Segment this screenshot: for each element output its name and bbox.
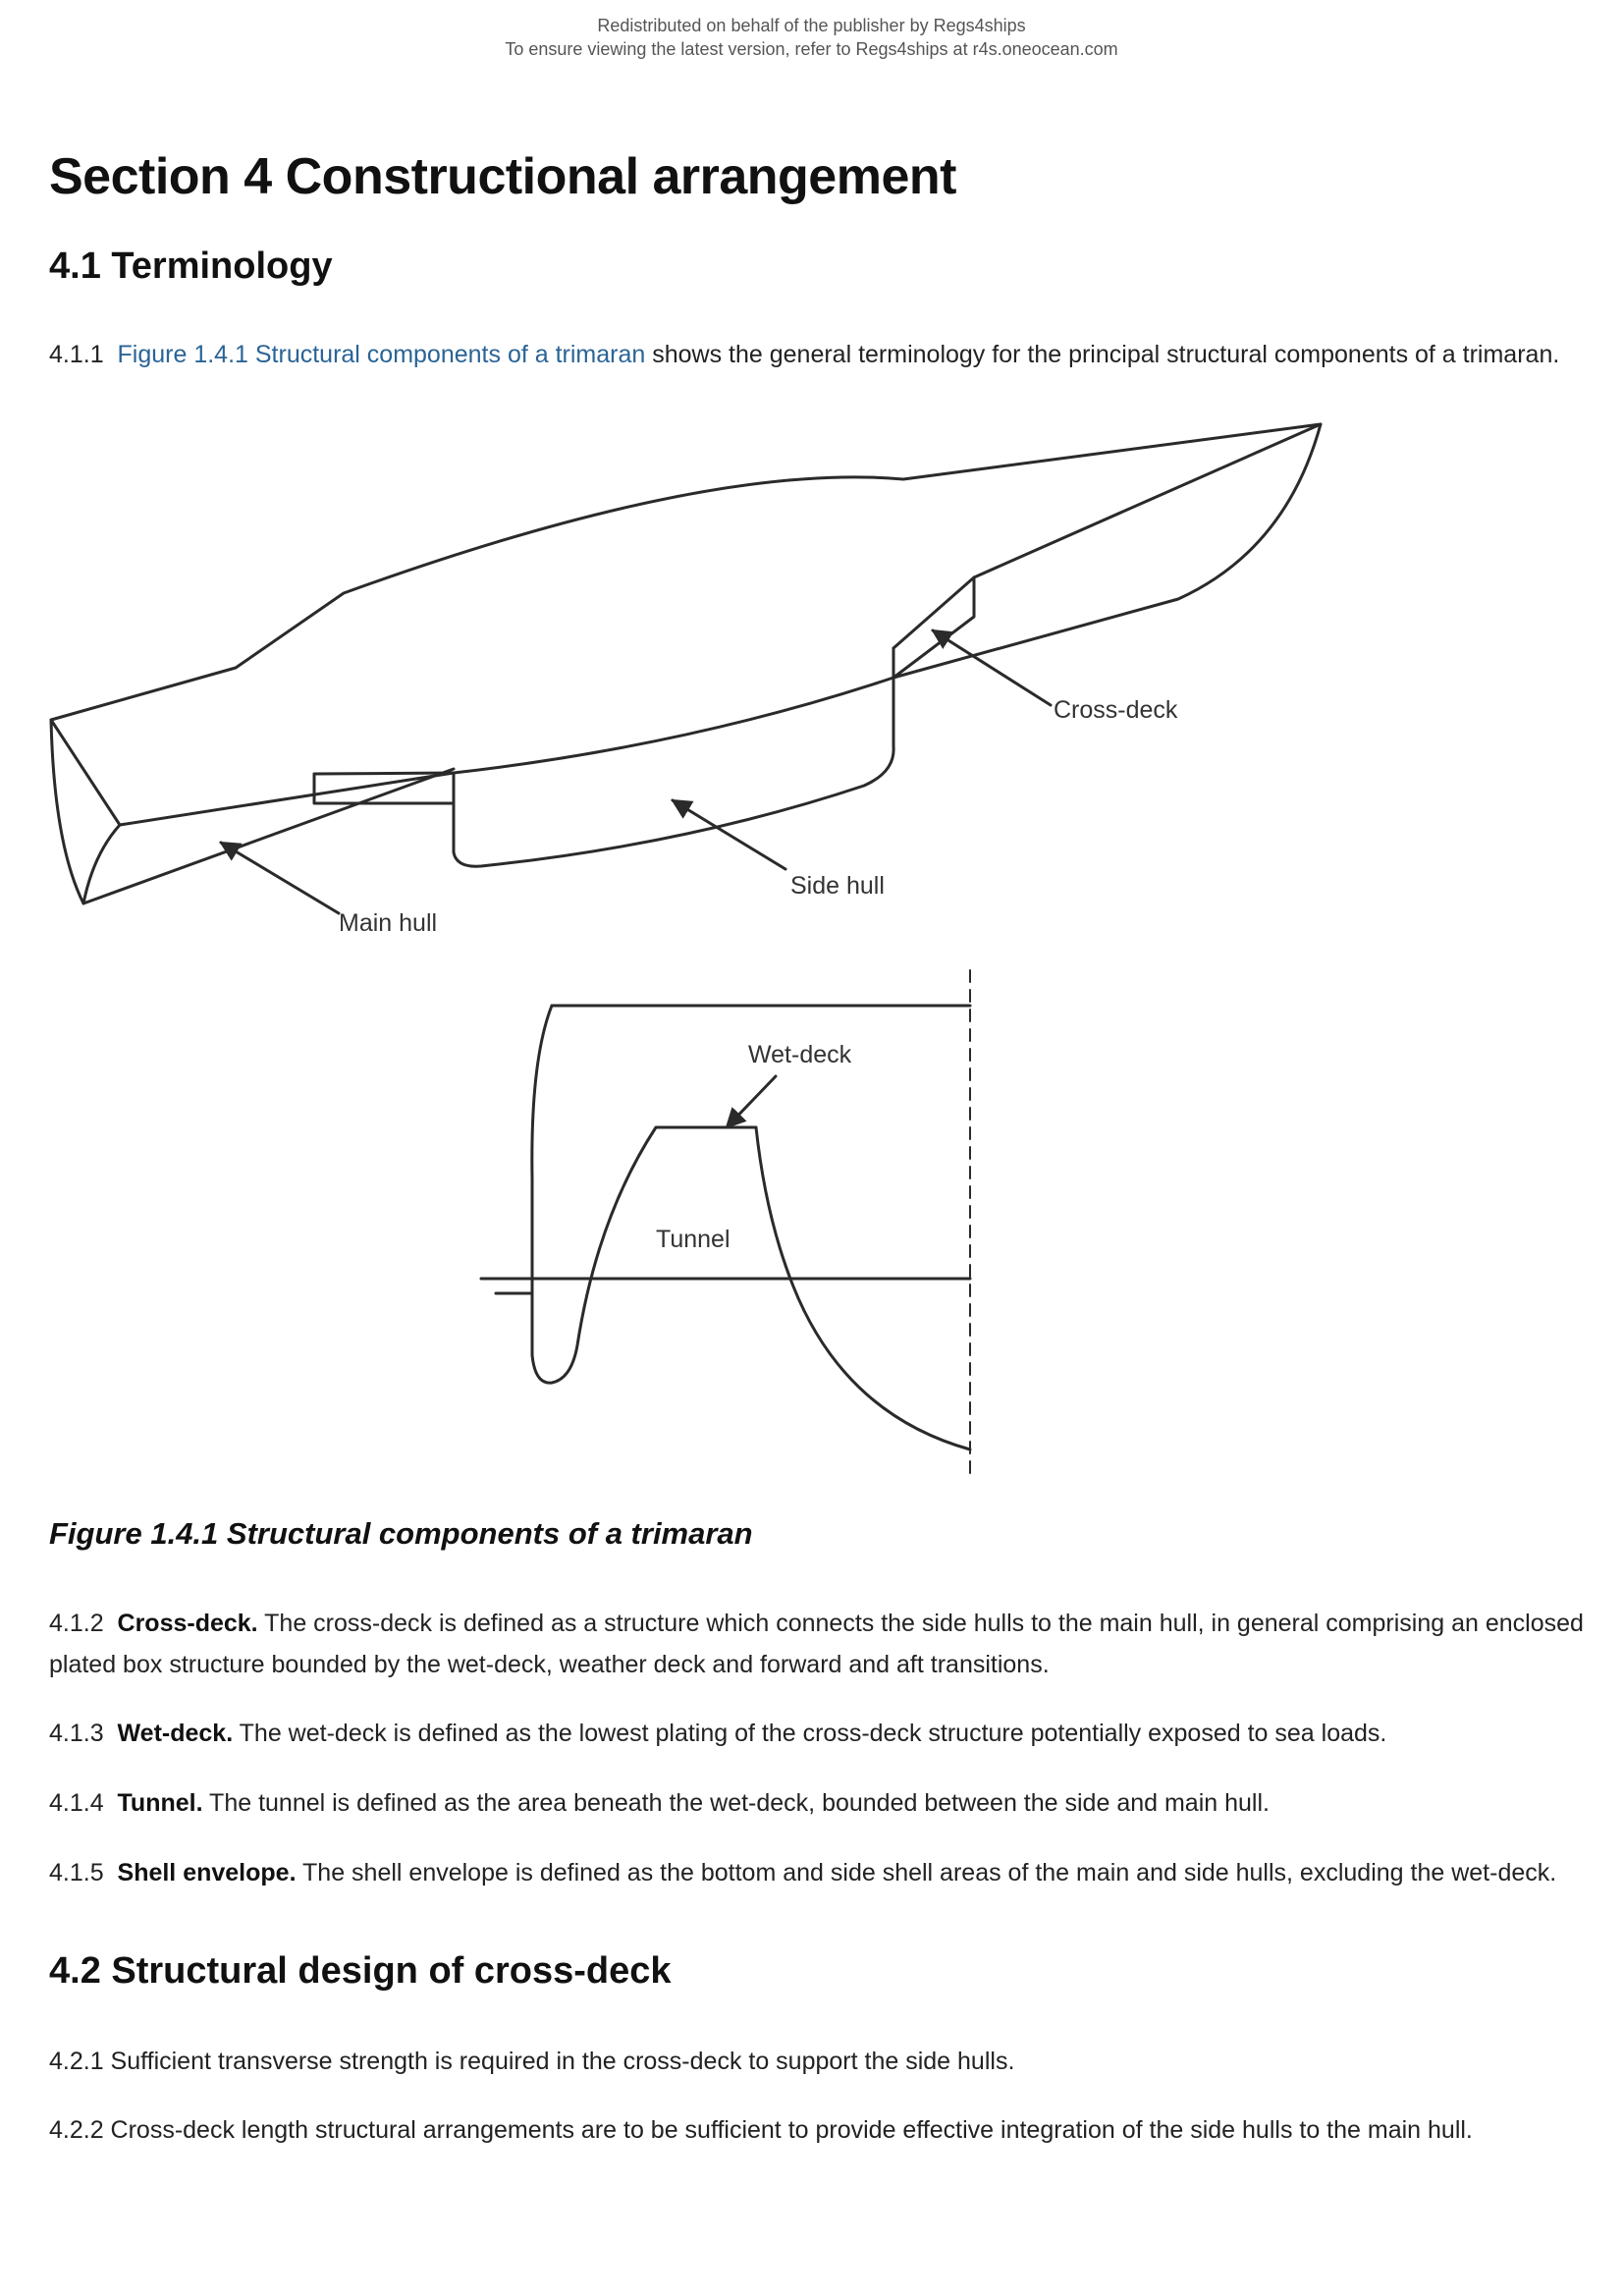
definition-4-1-3 [49,1713,1591,1754]
wet-deck-leader [727,1076,776,1127]
definition-number: 4.1.2 [49,1610,104,1637]
definition-number: 4.1.5 [49,1859,104,1886]
paragraph-text: shows the general terminology for the principal structural components of a trimaran. [652,341,1560,368]
cross-deck-leader [933,630,1051,705]
subsection-title-4-2: 4.2 Structural design of cross-deck [49,1950,672,1992]
header-line-latest-version: To ensure viewing the latest version, refer to Regs4ships at r4s.oneocean.com [505,39,1118,59]
definition-text: The cross-deck is defined as a structure which connects the side hulls to the main hull, in general comprising an enclosed plated box structure bounded by the wet-deck, weather deck and forward and aft transitions. [49,1610,1584,1678]
paragraph-4-1-1 [49,334,1591,375]
paragraph-4-2-2: 4.2.2 Cross-deck length structural arrangements are to be sufficient to provide effective integration of the side hulls to the main hull. [49,2116,1473,2144]
definition-term: Cross-deck. [117,1610,258,1637]
definition-term: Shell envelope. [117,1859,297,1886]
trimaran-isometric-drawing [51,424,1321,903]
label-wet-deck: Wet-deck [748,1041,852,1068]
figure-link[interactable]: Figure 1.4.1 Structural components of a trimaran [117,341,646,368]
label-tunnel: Tunnel [656,1226,730,1253]
definition-text: The wet-deck is defined as the lowest plating of the cross-deck structure potentially exposed to sea loads. [239,1720,1387,1747]
main-hull-leader [221,843,339,913]
subsection-title-4-1: 4.1 Terminology [49,246,333,287]
paragraph-number: 4.1.1 [49,341,104,368]
definition-term: Tunnel. [117,1789,203,1817]
section-title: Section 4 Constructional arrangement [49,148,956,205]
definition-4-1-5 [49,1852,1591,1893]
label-side-hull: Side hull [790,872,885,900]
label-main-hull: Main hull [339,909,438,937]
trimaran-cross-section-drawing [481,970,970,1473]
definition-number: 4.1.3 [49,1720,104,1747]
definition-text: The tunnel is defined as the area beneath the wet-deck, bounded between the side and main hull. [209,1789,1270,1817]
label-cross-deck: Cross-deck [1054,696,1178,724]
definition-term: Wet-deck. [117,1720,234,1747]
definition-number: 4.1.4 [49,1789,104,1817]
figure-caption: Figure 1.4.1 Structural components of a trimaran [49,1516,753,1551]
paragraph-4-2-1: 4.2.1 Sufficient transverse strength is required in the cross-deck to support the side hulls. [49,2048,1015,2075]
header-line-publisher: Redistributed on behalf of the publisher by Regs4ships [597,16,1026,35]
definition-text: The shell envelope is defined as the bottom and side shell areas of the main and side hulls, excluding the wet-deck. [302,1859,1557,1886]
side-hull-leader [673,800,785,869]
definition-4-1-2 [49,1603,1591,1685]
definition-4-1-4 [49,1782,1591,1824]
